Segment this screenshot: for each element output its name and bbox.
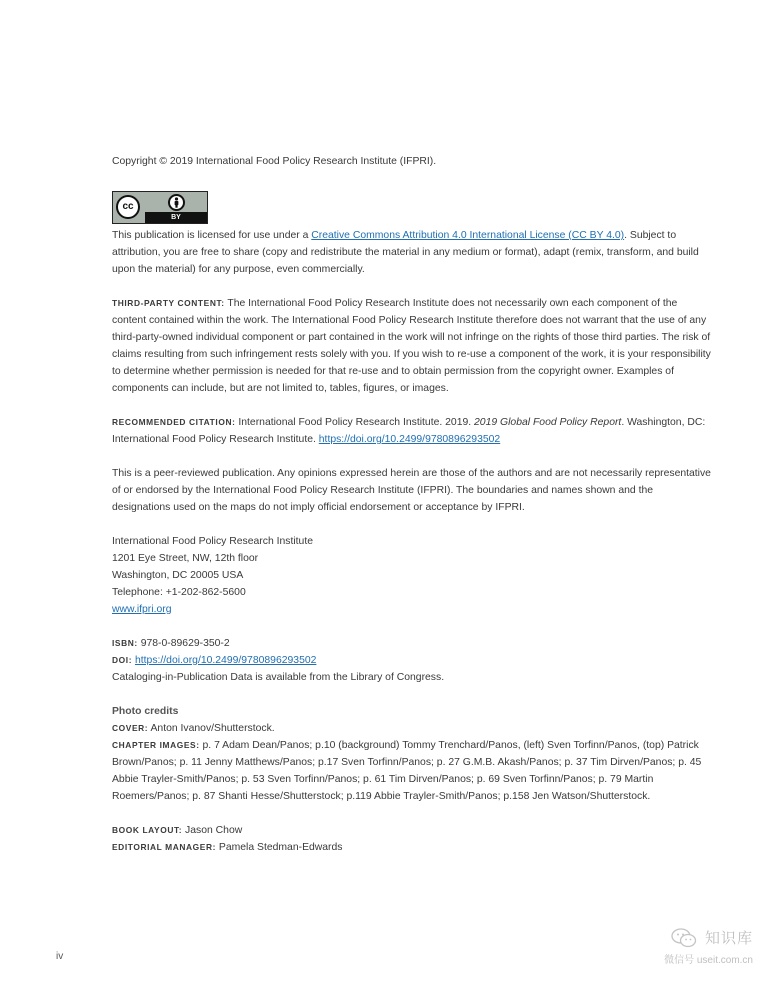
license-paragraph: This publication is licensed for use under a Creative Commons Attribution 4.0 International License (CC BY 4.0). Subject to attribution, you are free to share (copy and redistribute the material in any medium or format), adapt (remix, transform, and build upon the material) for any purpose, even commercially. — [112, 230, 699, 275]
citation-doi-link[interactable]: https://doi.org/10.2499/9780896293502 — [318, 434, 501, 445]
chapter-images-credit: CHAPTER IMAGES: p. 7 Adam Dean/Panos; p.10 (background) Tommy Trenchard/Panos, (left) Sven Torfinn/Panos, (top) Patrick Brown/Panos; p. 11 Jenny Matthews/Panos; p.17 Sven Torfinn/Panos; p. 27 G.M.B. Akash/Panos; p. 37 Tim Dirven/Panos; p. 45 Abbie Trayler-Smith/Panos; p. 53 Sven Torfinn/Panos; p. 61 Tim Dirven/Panos; p. 69 Sven Torfinn/Panos; p. 79 Martin Roemers/Panos; p. 87 Shanti Hesse/Shutterstock; p.119 Abbie Trayler-Smith/Panos; p.158 Jen Watson/Shutterstock. — [112, 740, 702, 802]
website-link[interactable]: www.ifpri.org — [112, 604, 172, 615]
by-label: BY — [145, 212, 207, 223]
copyright-page — [112, 153, 712, 856]
attribution-person-icon — [168, 194, 185, 211]
cc-license-link[interactable]: Creative Commons Attribution 4.0 International License (CC BY 4.0) — [311, 230, 625, 241]
doi-line: DOI: https://doi.org/10.2499/9780896293502 — [112, 655, 317, 666]
watermark — [664, 928, 753, 969]
cataloging-line: Cataloging-in-Publication Data is available from the Library of Congress. — [112, 672, 445, 683]
cc-by-license-badge[interactable] — [112, 191, 208, 224]
citation-paragraph: RECOMMENDED CITATION: International Food Policy Research Institute. 2019. 2019 Global Food Policy Report. Washington, DC: International Food Policy Research Institute. https://doi.org/10.2499/9780896293502 — [112, 417, 706, 445]
third-party-label: THIRD-PARTY CONTENT: — [112, 298, 225, 308]
address-org: International Food Policy Research Institute — [112, 536, 313, 547]
isbn-line: ISBN: 978-0-89629-350-2 — [112, 638, 230, 649]
wechat-icon — [671, 928, 697, 948]
editorial-manager-credit: EDITORIAL MANAGER: Pamela Stedman-Edwards — [112, 842, 343, 853]
cover-credit: COVER: Anton Ivanov/Shutterstock. — [112, 723, 275, 734]
watermark-subtitle: 微信号 useit.com.cn — [664, 955, 753, 966]
peer-review-paragraph: This is a peer-reviewed publication. Any opinions expressed herein are those of the authors and are not necessarily representative of or endorsed by the International Food Policy Research Institute (IFPRI). The boundaries and names shown and the designations used on the maps do not imply official endorsement or acceptance by IFPRI. — [112, 468, 711, 513]
doi-link[interactable]: https://doi.org/10.2499/9780896293502 — [134, 655, 317, 666]
photo-credits-heading: Photo credits — [112, 706, 179, 717]
report-title: 2019 Global Food Policy Report — [474, 417, 622, 428]
copyright-line: Copyright © 2019 International Food Policy Research Institute (IFPRI). — [112, 156, 437, 167]
address-block — [112, 533, 712, 618]
address-street: 1201 Eye Street, NW, 12th floor — [112, 553, 259, 564]
citation-label: RECOMMENDED CITATION: — [112, 417, 236, 427]
watermark-name: 知识库 — [704, 929, 753, 947]
book-layout-credit: BOOK LAYOUT: Jason Chow — [112, 825, 243, 836]
address-phone: Telephone: +1-202-862-5600 — [112, 587, 246, 598]
address-city: Washington, DC 20005 USA — [112, 570, 244, 581]
third-party-paragraph: THIRD-PARTY CONTENT: The International Food Policy Research Institute does not necessarily own each component of the content contained within the work. The International Food Policy Research Institute therefore does not warrant that the use of any third-party-owned individual component or part contained in the work will not infringe on the rights of those third parties. The risk of claims resulting from such infringement rests solely with you. If you wish to re-use a component of the work, it is your responsibility to determine whether permission is needed for that re-use and to obtain permission from the copyright owner. Examples of components can include, but are not limited to, tables, figures, or images. — [112, 298, 711, 394]
cc-icon: cc — [116, 195, 140, 219]
page-number: iv — [56, 951, 64, 962]
